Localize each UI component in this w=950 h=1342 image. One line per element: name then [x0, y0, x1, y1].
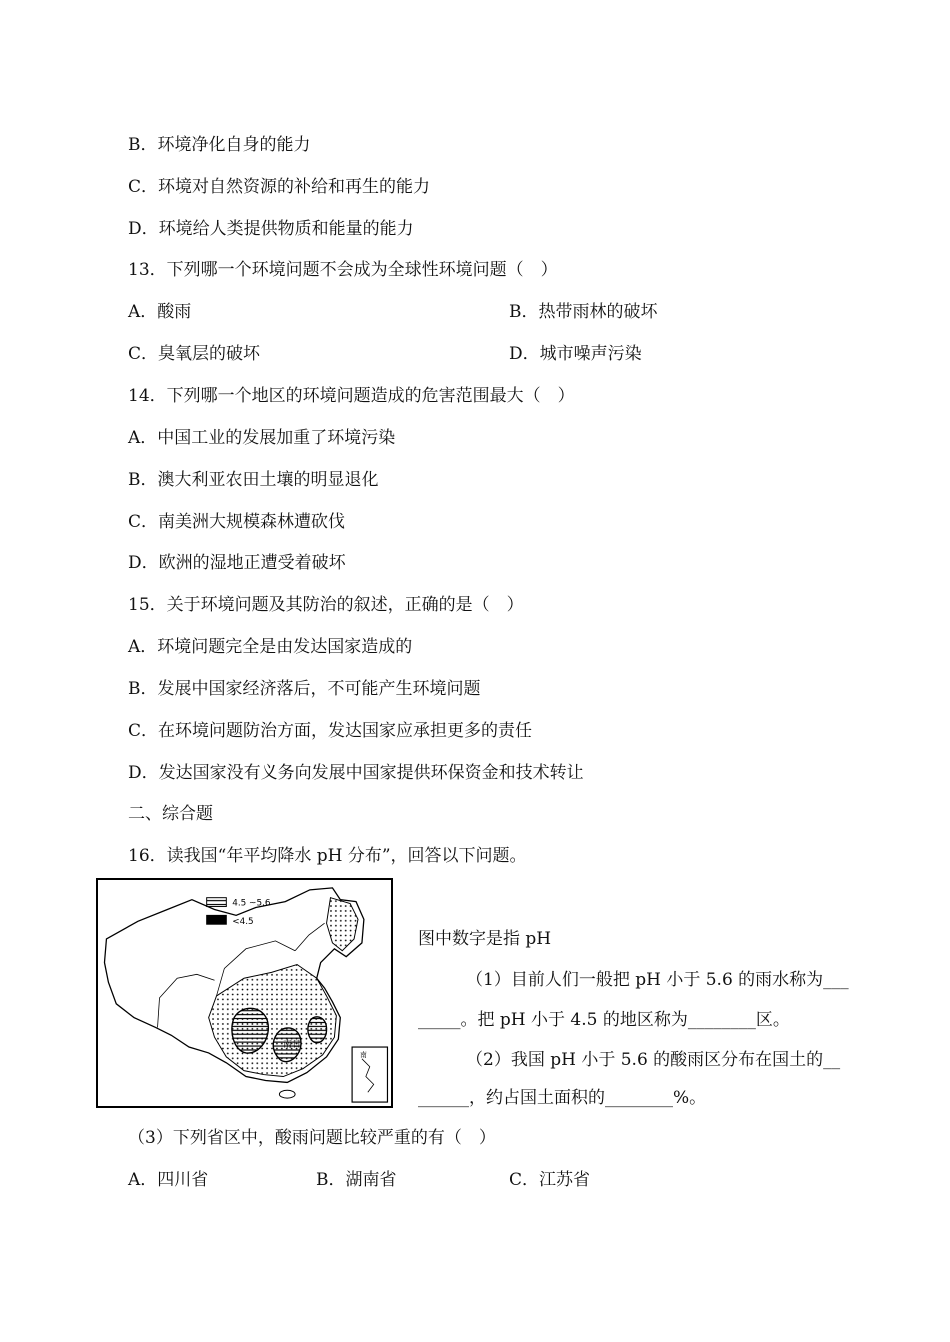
- q16-part3-option-a: A．四川省: [128, 1170, 209, 1190]
- q15-option-c: C．在环境问题防治方面，发达国家应承担更多的责任: [128, 721, 533, 741]
- q16-part1-line1: （1）目前人们一般把 pH 小于 5.6 的雨水称为___: [466, 970, 849, 990]
- q15-option-d: D．发达国家没有义务向发展中国家提供环保资金和技术转让: [128, 763, 584, 783]
- q16-part2-line1: （2）我国 pH 小于 5.6 的酸雨区分布在国土的__: [466, 1050, 841, 1070]
- q16-stem: 16．读我国“年平均降水 pH 分布”，回答以下问题。: [128, 846, 527, 866]
- q14-option-c: C．南美洲大规模森林遭砍伐: [128, 512, 346, 532]
- q13-option-a: A．酸雨: [128, 302, 192, 322]
- q16-part3-stem: （3）下列省区中，酸雨问题比较严重的有（ ）: [128, 1128, 496, 1148]
- ph-distribution-map: [96, 878, 393, 1108]
- q16-part1-line2: _____。把 pH 小于 4.5 的地区称为________区。: [418, 1010, 790, 1030]
- q15-option-b: B．发展中国家经济落后，不可能产生环境问题: [128, 679, 481, 699]
- q16-part3-option-c: C．江苏省: [509, 1170, 591, 1190]
- section-heading: 二、综合题: [128, 804, 213, 824]
- map-label-inset: 南: [359, 1050, 367, 1059]
- map-legend-severe: <4.5: [232, 917, 254, 928]
- q12-option-c: C．环境对自然资源的补给和再生的能力: [128, 177, 431, 197]
- map-note: 图中数字是指 pH: [418, 929, 552, 949]
- q13-stem: 13．下列哪一个环境问题不会成为全球性环境问题（ ）: [128, 260, 558, 280]
- q13-option-b: B．热带雨林的破坏: [509, 302, 658, 322]
- q14-stem: 14．下列哪一个地区的环境问题造成的危害范围最大（ ）: [128, 386, 575, 406]
- map-legend-moderate: 4.5 ~5.6: [232, 898, 271, 909]
- q16-part2-line2: ______，约占国土面积的________%。: [418, 1088, 707, 1108]
- q14-option-d: D．欧洲的湿地正遭受着破坏: [128, 553, 346, 573]
- q12-option-d: D．环境给人类提供物质和能量的能力: [128, 219, 414, 239]
- map-label-city: 南日: [283, 1040, 301, 1051]
- q13-option-d: D．城市噪声污染: [509, 344, 642, 364]
- q15-stem: 15．关于环境问题及其防治的叙述，正确的是（ ）: [128, 595, 524, 615]
- q13-option-c: C．臭氧层的破坏: [128, 344, 261, 364]
- q16-part3-option-b: B．湖南省: [316, 1170, 397, 1190]
- q15-option-a: A．环境问题完全是由发达国家造成的: [128, 637, 413, 657]
- q14-option-a: A．中国工业的发展加重了环境污染: [128, 428, 396, 448]
- q12-option-b: B．环境净化自身的能力: [128, 135, 311, 155]
- q14-option-b: B．澳大利亚农田土壤的明显退化: [128, 470, 379, 490]
